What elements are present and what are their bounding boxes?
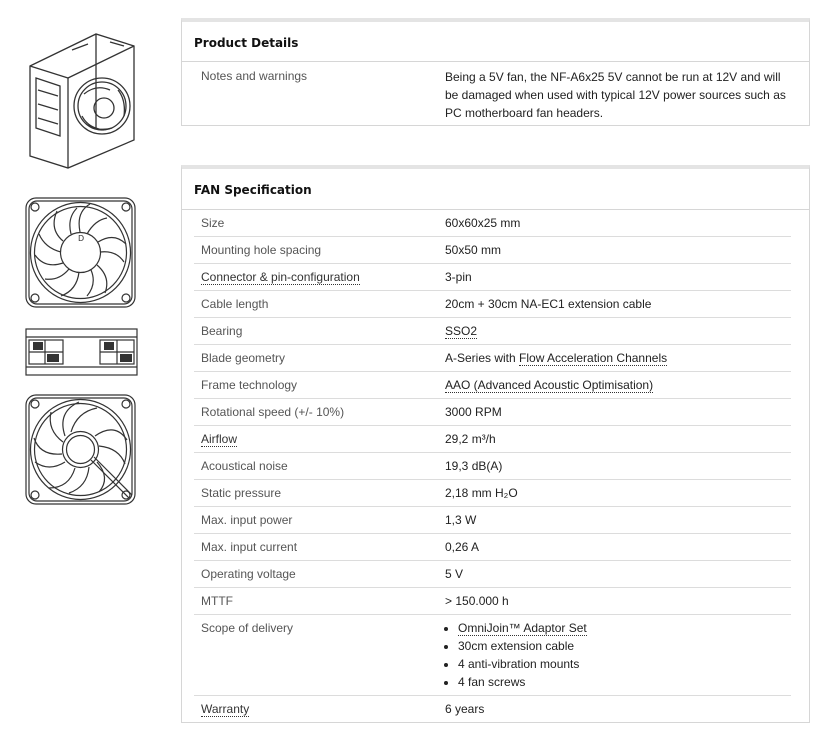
spec-label-text: MTTF — [201, 594, 233, 608]
spec-value-text: 5 V — [445, 567, 464, 581]
spec-value — [445, 534, 809, 561]
spec-row — [182, 507, 809, 534]
spec-label — [182, 453, 445, 480]
spec-value-text: 50x50 mm — [445, 243, 502, 257]
spec-label — [182, 237, 445, 264]
spec-value — [445, 507, 809, 534]
spec-row — [182, 696, 809, 723]
spec-label-text: Scope of delivery — [201, 621, 294, 635]
spec-label-text: Operating voltage — [201, 567, 296, 581]
spec-label-text: Max. input current — [201, 540, 298, 554]
spec-row — [182, 615, 809, 696]
spec-row — [182, 588, 809, 615]
spec-label — [182, 318, 445, 345]
spec-row — [182, 318, 809, 345]
spec-value-text: 6 years — [445, 702, 485, 716]
spec-label[interactable] — [182, 696, 445, 723]
spec-label — [182, 372, 445, 399]
fan-specification-title: FAN Specification — [182, 169, 809, 210]
spec-label-text: Static pressure — [201, 486, 282, 500]
spec-value-text: 20cm + 30cm NA-EC1 extension cable — [445, 297, 652, 311]
spec-value — [445, 264, 809, 291]
spec-label[interactable] — [182, 426, 445, 453]
delivery-item-text: 30cm extension cable — [458, 639, 575, 653]
row-label: Notes and warnings — [201, 69, 308, 83]
spec-value — [445, 237, 809, 264]
spec-label — [182, 588, 445, 615]
spec-row — [182, 561, 809, 588]
delivery-item-text: 4 fan screws — [458, 675, 526, 689]
spec-label — [182, 399, 445, 426]
spec-row — [182, 453, 809, 480]
spec-label-text: Frame technology — [201, 378, 298, 392]
delivery-list — [445, 619, 809, 691]
fan-side-thumbnail[interactable] — [25, 328, 138, 376]
delivery-item — [458, 637, 809, 655]
spec-label — [182, 210, 445, 237]
spec-table — [182, 210, 809, 723]
fan-back-thumbnail[interactable] — [25, 394, 136, 505]
spec-value-text: 60x60x25 mm — [445, 216, 521, 230]
spec-row — [182, 237, 809, 264]
spec-value-text: 3000 RPM — [445, 405, 502, 419]
delivery-item — [458, 655, 809, 673]
spec-label-text: Rotational speed (+/- 10%) — [201, 405, 345, 419]
spec-value — [445, 615, 809, 696]
spec-value — [445, 480, 809, 507]
spec-row — [182, 534, 809, 561]
spec-value-text[interactable]: SSO2 — [445, 324, 478, 338]
spec-value-text: 1,3 W — [445, 513, 477, 527]
spec-label — [182, 534, 445, 561]
spec-value — [445, 561, 809, 588]
spec-row — [182, 264, 809, 291]
spec-label-text[interactable]: Airflow — [201, 432, 238, 446]
delivery-item-text[interactable]: OmniJoin™ Adaptor Set — [458, 621, 587, 635]
spec-value — [445, 696, 809, 723]
spec-row — [182, 291, 809, 318]
fan-front-thumbnail[interactable] — [25, 197, 136, 308]
spec-value-text: 3-pin — [445, 270, 472, 284]
row-value: Being a 5V fan, the NF-A6x25 5V cannot be run at 12V and will be damaged when used with typical 12V power sources such as PC motherboard fan headers. — [445, 70, 786, 120]
fan-iso-thumbnail[interactable] — [22, 28, 140, 170]
product-details-panel — [181, 18, 810, 126]
spec-value — [445, 291, 809, 318]
spec-label — [182, 480, 445, 507]
spec-row — [182, 210, 809, 237]
delivery-item — [458, 673, 809, 691]
spec-label-text: Blade geometry — [201, 351, 286, 365]
spec-value — [445, 345, 809, 372]
spec-row — [182, 372, 809, 399]
spec-row — [182, 480, 809, 507]
spec-value-text: > 150.000 h — [445, 594, 509, 608]
spec-label-text: Bearing — [201, 324, 243, 338]
delivery-item[interactable] — [458, 619, 809, 637]
spec-label-text[interactable]: Warranty — [201, 702, 250, 716]
fan-specification-panel — [181, 165, 810, 723]
spec-label — [182, 507, 445, 534]
spec-value — [445, 399, 809, 426]
spec-label-text: Cable length — [201, 297, 269, 311]
spec-value — [445, 318, 809, 345]
spec-label[interactable] — [182, 264, 445, 291]
spec-label-text: Acoustical noise — [201, 459, 288, 473]
spec-value — [445, 372, 809, 399]
notes-warnings-row — [182, 62, 809, 122]
product-thumbnails — [0, 0, 160, 742]
spec-label — [182, 561, 445, 588]
spec-label-text: Max. input power — [201, 513, 293, 527]
product-details-title: Product Details — [182, 22, 809, 62]
spec-row — [182, 426, 809, 453]
delivery-item-text: 4 anti-vibration mounts — [458, 657, 580, 671]
spec-label-text: Mounting hole spacing — [201, 243, 322, 257]
spec-label — [182, 615, 445, 696]
spec-value-text: 19,3 dB(A) — [445, 459, 503, 473]
spec-value-text: 2,18 mm H₂O — [445, 486, 518, 500]
spec-row — [182, 399, 809, 426]
spec-label-text[interactable]: Connector & pin-configuration — [201, 270, 360, 284]
spec-value-text: 0,26 A — [445, 540, 480, 554]
spec-value-text[interactable]: AAO (Advanced Acoustic Optimisation) — [445, 378, 654, 392]
svg-text:D: D — [78, 234, 85, 243]
spec-value — [445, 453, 809, 480]
spec-value-text: 29,2 m³/h — [445, 432, 496, 446]
spec-value — [445, 588, 809, 615]
spec-value — [445, 426, 809, 453]
spec-label — [182, 345, 445, 372]
spec-label — [182, 291, 445, 318]
spec-row — [182, 345, 809, 372]
spec-value-link[interactable]: Flow Acceleration Channels — [519, 351, 668, 365]
spec-value — [445, 210, 809, 237]
spec-label-text: Size — [201, 216, 225, 230]
spec-value-text: A-Series with — [445, 351, 520, 365]
